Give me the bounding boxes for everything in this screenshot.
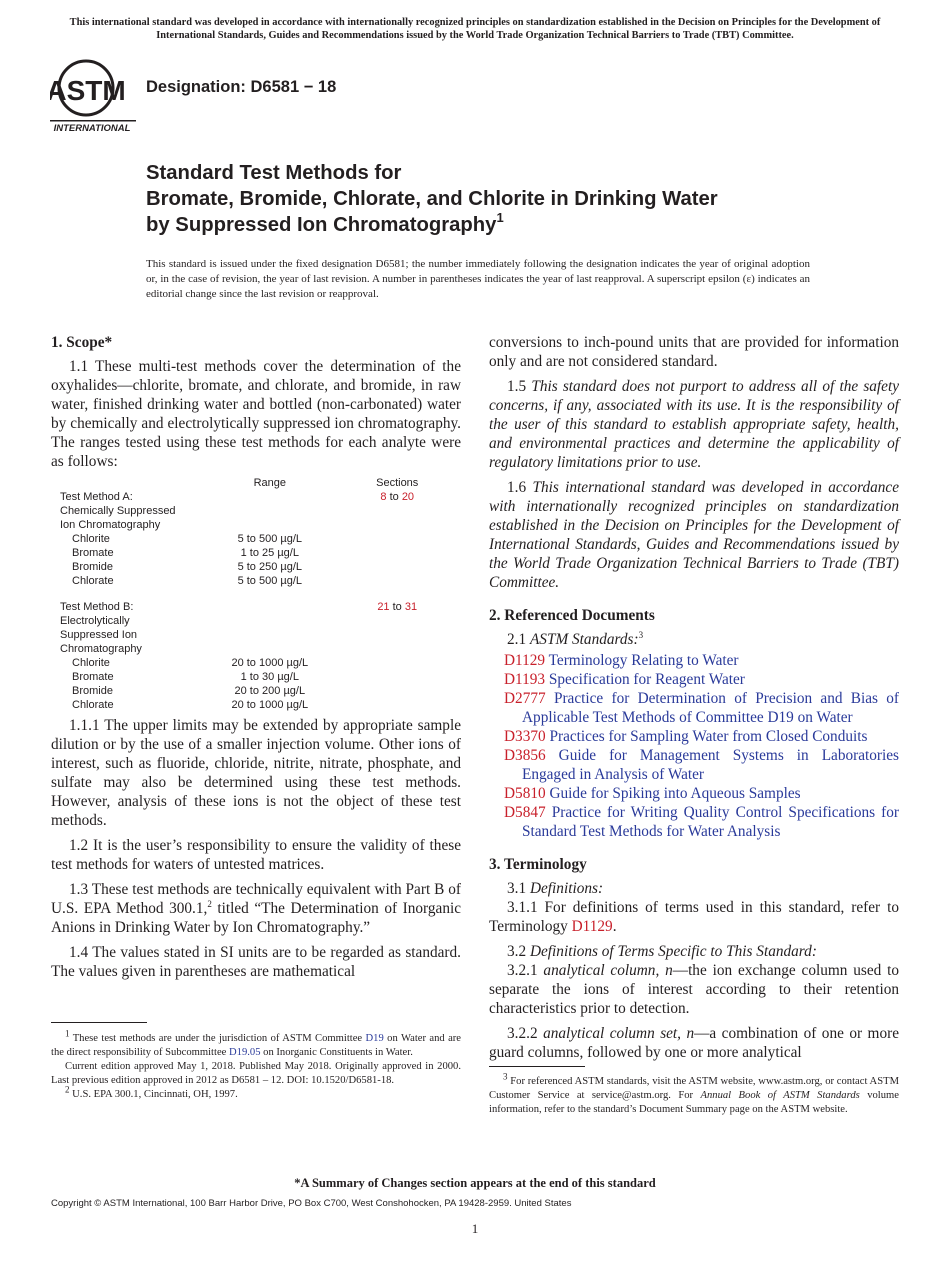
reference-code-link[interactable]: D3370 — [504, 728, 546, 745]
header-note: This international standard was developed in accordance with internationally recognized principles on standardization established in the Decision on Principles for the Development of International Standards, Guides and Recommendations issued by the World Trade Organization Technical Barriers to Trade (TBT) Committee. — [69, 17, 881, 41]
footnote-ref[interactable]: 2 — [207, 898, 212, 909]
document-title — [146, 160, 906, 238]
footnote-2: $^2$ U.S. EPA 300.1, Cincinnati, OH, 1997. — [65, 1084, 238, 1100]
list-item — [504, 746, 899, 784]
range-table-header — [60, 476, 461, 490]
range-header: Range — [253, 477, 286, 489]
reference-title-link[interactable]: Practice for Writing Quality Control Specifications for Standard Test Methods for Water Analysis — [522, 804, 899, 840]
para-3-1-1: 3.1.1 For definitions of terms used in this standard, refer to Terminology D1129. — [489, 899, 899, 935]
list-item — [504, 651, 899, 670]
para-1-4-continued: conversions to inch-pound units that are provided for information only and are not considered standard. — [489, 334, 899, 370]
method-b-desc: Electrolytically — [60, 615, 130, 627]
right-column — [489, 333, 899, 1062]
table-row: Chlorite 5 to 500 µg/L — [72, 533, 303, 545]
para-3-2-1: 3.2.1 analytical column, n—the ion exchange column used to separate the ions of interest according to their retention characteristics prior to detection. — [489, 962, 900, 1017]
section-link[interactable]: 20 — [401, 491, 415, 503]
section-heading-scope: 1. Scope* — [51, 334, 113, 351]
reference-title-link[interactable]: Practice for Determination of Precision and Bias of Applicable Test Methods of Committee D19 on Water — [522, 690, 899, 726]
title-line-3: by Suppressed Ion Chromatography$^1$ — [146, 210, 504, 236]
para-1-4: 1.4 The values stated in SI units are to be regarded as standard. The values given in parentheses are mathematical — [51, 944, 461, 980]
sections-header: Sections — [376, 477, 419, 489]
footnote-ref[interactable]: 3 — [638, 629, 644, 640]
reference-code-link[interactable]: D1129 — [504, 652, 546, 669]
para-1-1: 1.1 These multi-test methods cover the determination of the oxyhalides—chlorite, bromate, and chlorate, and bromide, in raw water, finished drinking water and bottled (non-carbonated) water by chemically and electrolytically suppressed ion chromatography. The ranges tested using these test methods for each analyte were as follows: — [51, 358, 461, 470]
title-footnote-ref[interactable]: 1 — [496, 210, 504, 225]
footnotes-left — [51, 1028, 462, 1102]
section-heading-terminology: 3. Terminology — [489, 856, 587, 873]
designation: Designation: D6581 − 18 — [146, 78, 337, 96]
list-item — [504, 803, 899, 841]
para-1-1-1: 1.1.1 The upper limits may be extended by appropriate sample dilution or by the use of a smaller injection volume. Other ions of interest, such as fluoride, chloride, nitrite, nitrate, phosphate, and sulfate may also be determined using these test methods. However, analysis of these ions is not the object of these test methods. — [51, 717, 461, 829]
table-row: Bromate 1 to 25 µg/L — [72, 547, 299, 559]
page-number: 1 — [471, 1221, 479, 1236]
table-row: Bromide 20 to 200 µg/L — [72, 685, 306, 697]
left-column — [51, 333, 461, 981]
footnotes-right — [489, 1071, 899, 1117]
para-1-6: 1.6 This international standard was developed in accordance with internationally recognized principles on standardization established in the Decision on Principles for the Development of International Standards, Guides and Recommendations issued by the World Trade Organization Technical Barriers to Trade (TBT) Committee. — [489, 479, 899, 591]
reference-code-link[interactable]: D5847 — [504, 804, 546, 821]
range-table — [60, 476, 461, 712]
footnote-divider — [51, 1022, 147, 1023]
table-row: Bromate 1 to 30 µg/L — [72, 671, 299, 683]
reference-title-link[interactable]: Specification for Reagent Water — [548, 671, 745, 688]
table-row: Chlorite 20 to 1000 µg/L — [72, 657, 309, 669]
footnote-1: $^1$ These test methods are under the jurisdiction of ASTM Committee D19 on Water and are the direct responsibility of Subcommittee D19.05 on Inorganic Constituents in Water. — [51, 1028, 462, 1058]
reference-title-link[interactable]: Guide for Spiking into Aqueous Samples — [549, 785, 801, 802]
list-item — [504, 689, 899, 727]
section-link[interactable]: 21 — [377, 601, 390, 613]
reference-code-link[interactable]: D3856 — [504, 747, 546, 764]
list-item — [504, 727, 899, 746]
section-heading-referenced: 2. Referenced Documents — [489, 607, 655, 624]
logo-mark: ASTM — [50, 75, 126, 106]
para-3-2-2: 3.2.2 analytical column set, n—a combination of one or more guard columns, followed by one or more analytical — [489, 1025, 899, 1061]
list-item — [504, 784, 899, 803]
subcommittee-link[interactable]: D19.05 — [229, 1047, 261, 1058]
issuance-note: This standard is issued under the fixed designation D6581; the number immediately following the designation indicates the year of original adoption or, in the case of revision, the year of last revision. A number in parentheses indicates the year of last reapproval. A superscript epsilon (ε) indicates an editorial change since the last revision or reapproval. — [146, 258, 810, 300]
logo-text: INTERNATIONAL — [53, 123, 131, 134]
method-a-desc: Chemically Suppressed — [60, 505, 176, 517]
para-1-5: 1.5 This standard does not purport to address all of the safety concerns, if any, associated with its use. It is the responsibility of the user of this standard to establish appropriate safety, health, and environmental practices and determine the applicability of regulatory limitations prior to use. — [489, 378, 899, 471]
committee-link[interactable]: D19 — [365, 1033, 384, 1044]
para-3-1: 3.1 Definitions: — [507, 880, 604, 897]
table-row: Chlorate 5 to 500 µg/L — [72, 575, 303, 587]
para-2-1: 2.1 ASTM Standards:$^3$ — [507, 629, 644, 648]
summary-note: *A Summary of Changes section appears at the end of this standard — [294, 1176, 656, 1190]
method-b-row — [60, 600, 461, 614]
method-a-sections: 8 to 20 — [380, 491, 415, 503]
title-line-2: Bromate, Bromide, Chlorate, and Chlorite in Drinking Water — [146, 188, 718, 210]
table-row: Bromide 5 to 250 µg/L — [72, 561, 303, 573]
section-link[interactable]: 31 — [404, 601, 418, 613]
footnote-1-edition: Current edition approved May 1, 2018. Published May 2018. Originally approved in 2000. Last previous edition approved in 2012 as D6581 – 12. DOI: 10.1520/D6581-18. — [51, 1061, 461, 1086]
method-b-name: Test Method B: — [60, 601, 134, 613]
para-1-3: 1.3 These test methods are technically equivalent with Part B of U.S. EPA Method 300.1,$^2$ titled “The Determination of Inorganic Anions in Drinking Water by Ion Chromatography.” — [51, 881, 462, 936]
reference-title-link[interactable]: Practices for Sampling Water from Closed Conduits — [549, 728, 868, 745]
method-b-desc: Suppressed Ion — [60, 629, 138, 641]
reference-code-link[interactable]: D1193 — [504, 671, 546, 688]
footnote-3: $^3$ For referenced ASTM standards, visit the ASTM website, www.astm.org, or contact ASTM Customer Service at service@astm.org. For Annual Book of ASTM Standards volume information, refer to the standard’s Document Summary page on the ASTM website. — [489, 1071, 899, 1115]
reference-title-link[interactable]: Terminology Relating to Water — [548, 652, 739, 669]
section-link[interactable]: 8 — [380, 491, 387, 503]
reference-list — [504, 651, 899, 841]
method-a-row — [60, 490, 461, 504]
astm-logo — [50, 58, 136, 134]
footnote-divider — [489, 1066, 585, 1067]
method-b-desc: Chromatography — [60, 643, 142, 655]
para-3-2: 3.2 Definitions of Terms Specific to This Standard: — [507, 943, 817, 960]
reference-code-link[interactable]: D1129 — [571, 918, 613, 935]
list-item — [504, 670, 899, 689]
method-a-name: Test Method A: — [60, 491, 133, 503]
para-1-2: 1.2 It is the user’s responsibility to ensure the validity of these test methods for waters of untested matrices. — [51, 837, 461, 873]
reference-code-link[interactable]: D5810 — [504, 785, 546, 802]
table-row: Chlorate 20 to 1000 µg/L — [72, 699, 309, 711]
title-line-1: Standard Test Methods for — [146, 162, 402, 184]
astm-logo-graphic — [50, 58, 136, 134]
reference-code-link[interactable]: D2777 — [504, 690, 546, 707]
copyright: Copyright © ASTM International, 100 Barr Harbor Drive, PO Box C700, West Conshohocken, PA 19428-2959. United States — [51, 1198, 572, 1209]
method-b-sections: 21 to 31 — [377, 601, 418, 613]
reference-title-link[interactable]: Guide for Management Systems in Laboratories Engaged in Analysis of Water — [522, 747, 899, 783]
method-a-desc: Ion Chromatography — [60, 519, 161, 531]
